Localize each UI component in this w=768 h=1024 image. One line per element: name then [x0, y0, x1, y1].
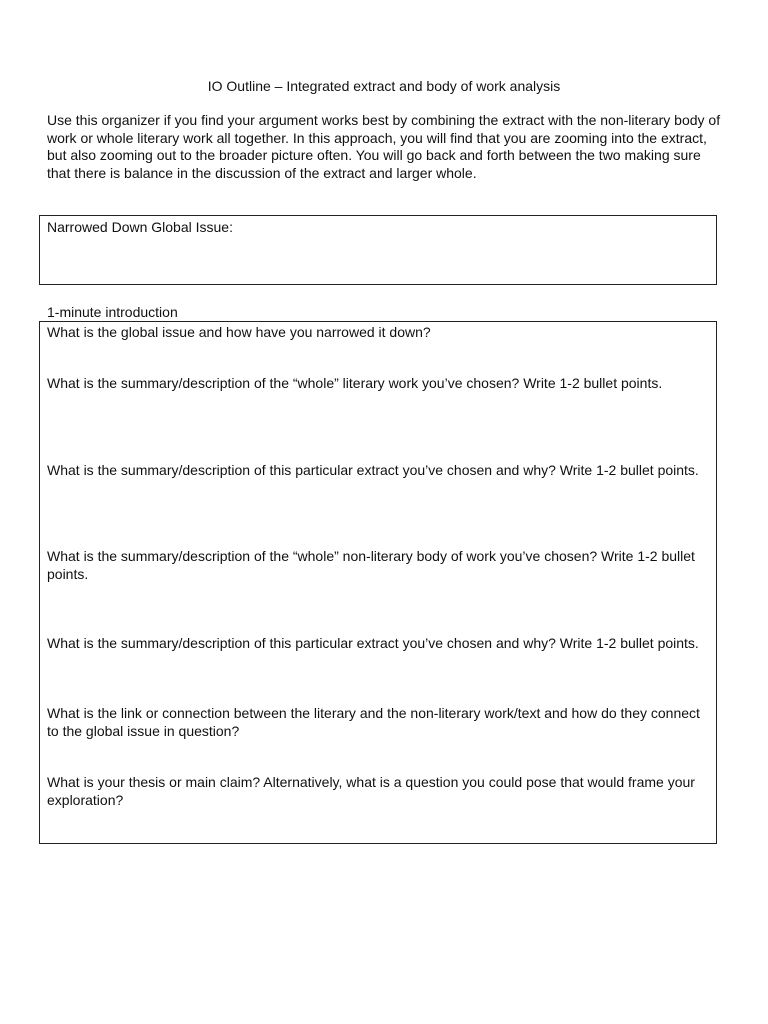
- question-thesis: What is your thesis or main claim? Alternatively, what is a question you could pose that would frame your exploration?: [47, 774, 695, 808]
- question-nonliterary-extract-summary: What is the summary/description of this particular extract you’ve chosen and why? Write 1-2 bullet points.: [47, 635, 699, 651]
- question-global-issue: What is the global issue and how have you narrowed it down?: [47, 324, 431, 340]
- intro-paragraph: Use this organizer if you find your argument works best by combining the extract with the non-literary body of work or whole literary work all together. In this approach, you will find that you are zooming into the extract, but also zooming out to the broader picture often. You will go back and forth between the two making sure that there is balance in the discussion of the extract and larger whole.: [47, 112, 721, 181]
- introduction-questions-box[interactable]: [39, 321, 717, 844]
- question-literary-work-summary: What is the summary/description of the “whole” literary work you’ve chosen? Write 1-2 bullet points.: [47, 375, 663, 391]
- global-issue-box[interactable]: [39, 215, 717, 285]
- introduction-section-label: 1-minute introduction: [47, 304, 178, 320]
- page-title: IO Outline – Integrated extract and body of work analysis: [207, 78, 561, 94]
- question-link-connection: What is the link or connection between the literary and the non-literary work/text and how do they connect to the global issue in question?: [47, 705, 700, 739]
- question-literary-extract-summary: What is the summary/description of this particular extract you’ve chosen and why? Write 1-2 bullet points.: [47, 462, 699, 478]
- global-issue-label: Narrowed Down Global Issue:: [47, 219, 233, 235]
- question-nonliterary-work-summary: What is the summary/description of the “whole” non-literary body of work you’ve chosen? Write 1-2 bullet points.: [47, 548, 695, 582]
